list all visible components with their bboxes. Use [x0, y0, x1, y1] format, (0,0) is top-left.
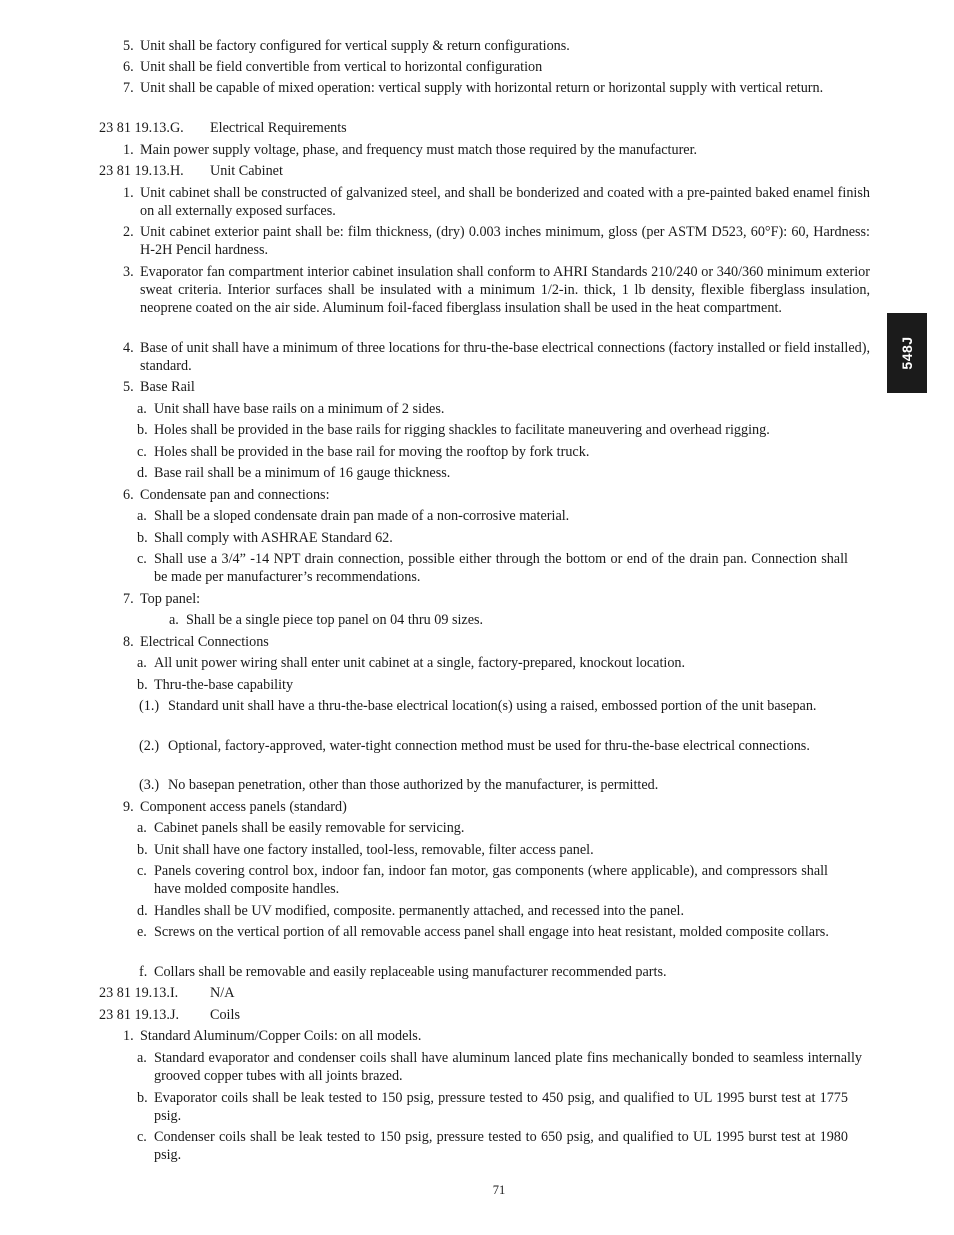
list-item-text: Shall use a 3/4” -14 NPT drain connection, possible either through the bottom or end of the drain pan. Connection shall be made per manufacturer’s recommendations. [154, 551, 848, 585]
list-item-marker: a. [137, 508, 147, 524]
list-item-marker: d. [137, 465, 148, 481]
list-item-marker: 1. [123, 185, 134, 201]
list-item-text: Condensate pan and connections: [140, 487, 330, 503]
list-item-text: Base rail shall be a minimum of 16 gauge thickness. [154, 465, 451, 481]
side-tab-label: 548J [899, 336, 915, 370]
list-item-marker: c. [137, 863, 147, 879]
section-code: 23 81 19.13.G. [99, 120, 184, 136]
list-item-text: Unit shall be field convertible from vertical to horizontal configuration [140, 59, 543, 75]
list-item-text: Cabinet panels shall be easily removable for servicing. [154, 820, 465, 836]
list-item-marker: 9. [123, 799, 134, 815]
list-item-text: Thru-the-base capability [154, 677, 294, 693]
list-item-text: Shall be a single piece top panel on 04 thru 09 sizes. [186, 612, 484, 628]
list-item-text: Standard unit shall have a thru-the-base electrical location(s) using a raised, embossed portion of the unit basepan. [168, 698, 817, 714]
list-item-marker: c. [137, 1129, 147, 1145]
list-item-text: Unit cabinet shall be constructed of galvanized steel, and shall be bonderized and coated with a pre-painted baked enamel finish on all externally exposed surfaces. [140, 185, 870, 219]
list-item-text: Base Rail [140, 379, 195, 395]
list-item-marker: 7. [123, 591, 134, 607]
list-item-marker: 3. [123, 264, 134, 280]
list-item-marker: a. [169, 612, 179, 628]
list-item-marker: (1.) [139, 698, 160, 714]
list-item-text: Unit cabinet exterior paint shall be: film thickness, (dry) 0.003 inches minimum, gloss (per ASTM D523, 60°F): 60, Hardness: H-2H Pencil hardness. [140, 224, 870, 258]
list-item-text: Shall be a sloped condensate drain pan made of a non-corrosive material. [154, 508, 570, 524]
list-item-text: Component access panels (standard) [140, 799, 347, 815]
section-title: Coils [210, 1007, 240, 1023]
list-item-marker: c. [137, 551, 147, 567]
list-item-marker: c. [137, 444, 147, 460]
page-number: 71 [492, 1183, 506, 1197]
list-item-marker: b. [137, 677, 148, 693]
list-item-text: Main power supply voltage, phase, and frequency must match those required by the manufacturer. [140, 142, 698, 158]
section-code: 23 81 19.13.I. [99, 985, 179, 1001]
list-item-marker: 5. [123, 379, 134, 395]
list-item-marker: b. [137, 530, 148, 546]
section-title: Electrical Requirements [210, 120, 347, 136]
section-title: N/A [210, 985, 235, 1001]
list-item-marker: a. [137, 1050, 147, 1066]
list-item-text: Unit shall be factory configured for vertical supply & return configurations. [140, 38, 570, 54]
list-item-marker: 2. [123, 224, 134, 240]
list-item-marker: 8. [123, 634, 134, 650]
list-item-text: Shall comply with ASHRAE Standard 62. [154, 530, 393, 546]
section-side-tab [887, 313, 927, 393]
list-item-marker: 6. [123, 59, 134, 75]
list-item-marker: 1. [123, 142, 134, 158]
list-item-text: No basepan penetration, other than those authorized by the manufacturer, is permitted. [168, 777, 659, 793]
list-item-text: Holes shall be provided in the base rail for moving the rooftop by fork truck. [154, 444, 590, 460]
list-item-text: Top panel: [140, 591, 201, 607]
list-item-marker: e. [137, 924, 147, 940]
list-item-marker: 1. [123, 1028, 134, 1044]
list-item-text: Standard evaporator and condenser coils shall have aluminum lanced plate fins mechanically bonded to seamless internally grooved copper tubes with all joints brazed. [154, 1050, 862, 1084]
list-item-text: Evaporator coils shall be leak tested to 150 psig, pressure tested to 450 psig, and qualified to UL 1995 burst test at 1775 psig. [154, 1090, 848, 1124]
list-item-marker: (3.) [139, 777, 160, 793]
list-item-text: Panels covering control box, indoor fan, indoor fan motor, gas components (where applicable), and compressors shall have molded composite handles. [154, 863, 828, 897]
list-item-marker: (2.) [139, 738, 160, 754]
list-item-marker: b. [137, 842, 148, 858]
list-item-marker: a. [137, 655, 147, 671]
list-item-text: Handles shall be UV modified, composite. permanently attached, and recessed into the panel. [154, 903, 685, 919]
list-item-marker: b. [137, 422, 148, 438]
list-item-text: Unit shall have base rails on a minimum of 2 sides. [154, 401, 445, 417]
list-item-text: Standard Aluminum/Copper Coils: on all models. [140, 1028, 422, 1044]
list-item-text: Electrical Connections [140, 634, 269, 650]
section-title: Unit Cabinet [210, 163, 283, 179]
list-item-marker: b. [137, 1090, 148, 1106]
list-item-text: Evaporator fan compartment interior cabinet insulation shall conform to AHRI Standards 210/240 or 340/360 minimum exterior sweat criteria. Interior surfaces shall be insulated with a minimum 1/2-in. thick, 1 lb density, flexible fiberglass insulation, neoprene coated on the air side. Aluminum foil-faced fiberglass insulation shall be used in the heat compartment. [140, 264, 870, 316]
list-item-marker: 7. [123, 80, 134, 96]
list-item-marker: 6. [123, 487, 134, 503]
list-item-text: Base of unit shall have a minimum of three locations for thru-the-base electrical connections (factory installed or field installed), standard. [140, 340, 871, 374]
list-item-marker: a. [137, 820, 147, 836]
list-item-text: Collars shall be removable and easily replaceable using manufacturer recommended parts. [154, 964, 667, 980]
list-item-text: Holes shall be provided in the base rails for rigging shackles to facilitate maneuvering and overhead rigging. [154, 422, 770, 438]
list-item-text: Condenser coils shall be leak tested to 150 psig, pressure tested to 650 psig, and qualified to UL 1995 burst test at 1980 psig. [154, 1129, 848, 1163]
list-item-marker: a. [137, 401, 147, 417]
list-item-text: All unit power wiring shall enter unit cabinet at a single, factory-prepared, knockout location. [154, 655, 686, 671]
list-item-marker: f. [139, 964, 148, 980]
list-item-marker: d. [137, 903, 148, 919]
section-code: 23 81 19.13.J. [99, 1007, 180, 1023]
list-item-text: Unit shall be capable of mixed operation: vertical supply with horizontal return or horizontal supply with vertical return. [140, 80, 824, 96]
list-item-marker: 5. [123, 38, 134, 54]
section-code: 23 81 19.13.H. [99, 163, 184, 179]
list-item-text: Screws on the vertical portion of all removable access panel shall engage into heat resistant, molded composite collars. [154, 924, 829, 940]
list-item-marker: 4. [123, 340, 134, 356]
list-item-text: Optional, factory-approved, water-tight connection method must be used for thru-the-base electrical connections. [168, 738, 810, 754]
list-item-text: Unit shall have one factory installed, tool-less, removable, filter access panel. [154, 842, 594, 858]
